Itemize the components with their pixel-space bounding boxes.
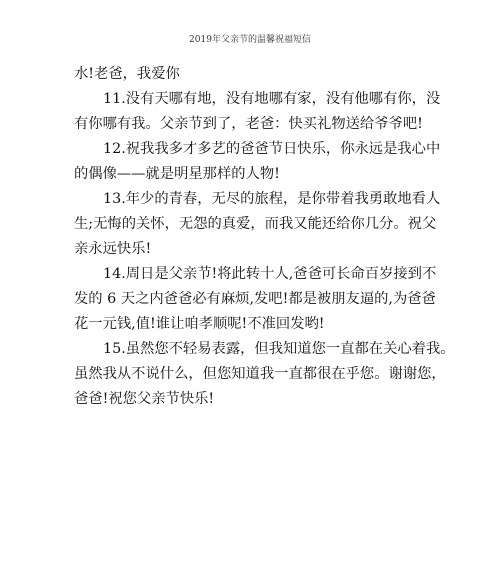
paragraph-item-14 (74, 262, 437, 337)
text-line: 生;无悔的关怀，无怨的真爱，而我又能还给你几分。祝父 (74, 216, 437, 232)
text-line: 13.年少的青春，无尽的旅程，是你带着我勇敢地看人 (103, 191, 441, 207)
text-line: 有你哪有我。父亲节到了，老爸：快买礼物送给爷爷吧! (74, 116, 423, 132)
paragraph-continuation (74, 62, 430, 87)
document-header-title: 2019年父亲节的温馨祝福短信 (189, 35, 311, 45)
text-line: 爸爸!祝您父亲节快乐! (74, 391, 215, 407)
paragraph-item-11 (74, 87, 441, 137)
text-line: 花一元钱,值!谁让咱孝顺呢!不准回发哟! (74, 316, 325, 332)
text-line: 水!老爸，我爱你 (74, 66, 180, 82)
text-line: 亲永远快乐! (74, 241, 152, 257)
paragraph-item-15 (74, 337, 455, 412)
text-line: 发的 6 天之内爸爸必有麻烦,发吧!都是被朋友逼的,为爸爸 (74, 291, 436, 307)
paragraph-item-12 (74, 137, 441, 187)
text-line: 12.祝我我多才多艺的爸爸节日快乐，你永远是我心中 (103, 141, 441, 157)
document-header (0, 34, 500, 46)
paragraph-item-13 (74, 187, 441, 262)
text-line: 11.没有天哪有地，没有地哪有家，没有他哪有你，没 (103, 91, 441, 107)
text-line: 14.周日是父亲节!将此转十人,爸爸可长命百岁接到不 (103, 266, 437, 282)
text-line: 的偶像——就是明星那样的人物! (74, 166, 280, 182)
text-line: 虽然我从不说什么，但您知道我一直都很在乎您。谢谢您， (74, 366, 446, 382)
document-body (74, 62, 455, 412)
text-line: 15.虽然您不轻易表露，但我知道您一直都在关心着我。 (103, 341, 455, 357)
